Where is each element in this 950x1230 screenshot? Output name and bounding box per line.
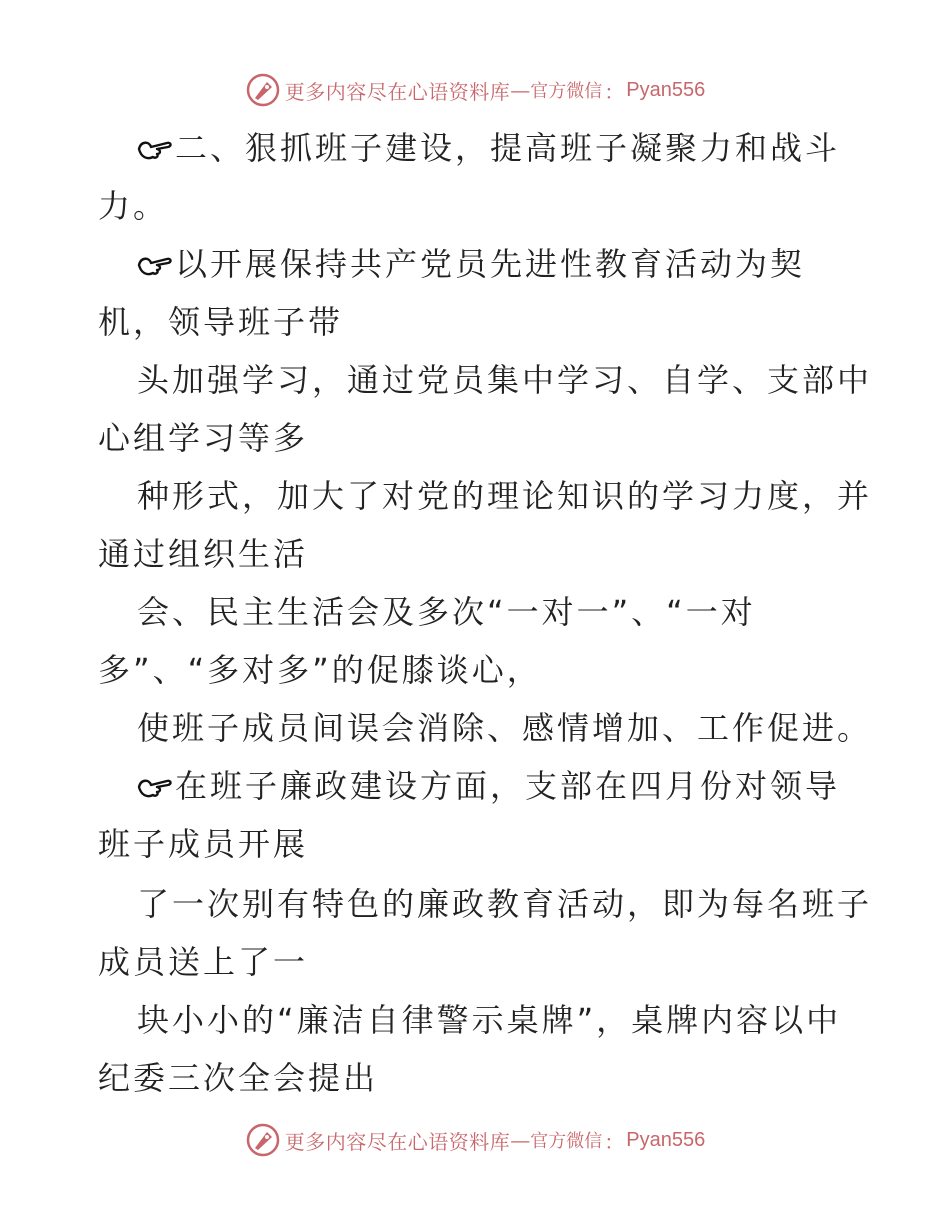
paragraph-line xyxy=(137,476,872,516)
line-text: 机，领导班子带 xyxy=(98,303,344,341)
banner-separator: ： xyxy=(604,79,625,104)
hand-pointing-bullet-icon xyxy=(137,135,175,161)
line-text: 在班子廉政建设方面，支部在四月份对领导 xyxy=(175,767,841,805)
line-text: 以开展保持共产党员先进性教育活动为契 xyxy=(175,245,806,283)
banner-dash: — xyxy=(510,1128,531,1152)
pen-nib-logo-icon xyxy=(245,72,281,108)
paragraph-line xyxy=(98,302,343,342)
paragraph-line xyxy=(137,360,872,400)
line-text: 纪委三次全会提出 xyxy=(98,1059,379,1097)
line-text: 班子成员开展 xyxy=(98,825,309,863)
pen-nib-logo-icon xyxy=(245,1122,281,1158)
paragraph-line xyxy=(98,824,308,864)
line-text: 通过组织生活 xyxy=(98,535,309,573)
paragraph-line xyxy=(137,884,872,924)
banner-separator: ： xyxy=(604,1129,625,1154)
banner-dash: — xyxy=(510,78,531,102)
paragraph-line xyxy=(137,766,840,806)
line-text: 块小小的“廉洁自律警示桌牌”，桌牌内容以中 xyxy=(137,1001,842,1039)
banner-account: Pyan556 xyxy=(626,78,706,101)
paragraph-line xyxy=(98,534,308,574)
banner-brand-text: 更多内容尽在心语资料库 xyxy=(284,1129,511,1154)
line-text: 二、狠抓班子建设，提高班子凝聚力和战斗 xyxy=(175,129,841,167)
line-text: 种形式，加大了对党的理论知识的学习力度，并 xyxy=(137,477,873,515)
paragraph-line xyxy=(137,128,840,168)
line-text: 会、民主生活会及多次“一对一”、“一对 xyxy=(137,593,756,631)
paragraph-line xyxy=(137,708,872,748)
banner-wechat-label: 官方微信 xyxy=(530,81,603,102)
footer-banner xyxy=(0,1120,950,1160)
banner-wechat-label: 官方微信 xyxy=(530,1131,603,1152)
line-text: 多”、“多对多”的促膝谈心， xyxy=(98,651,542,689)
paragraph-line xyxy=(137,1000,841,1040)
line-text: 使班子成员间误会消除、感情增加、工作促进。 xyxy=(137,709,873,747)
paragraph-line xyxy=(98,418,308,458)
paragraph-line xyxy=(98,1058,378,1098)
header-banner xyxy=(0,70,950,110)
line-text: 心组学习等多 xyxy=(98,419,309,457)
hand-pointing-bullet-icon xyxy=(137,251,175,277)
paragraph-line xyxy=(98,942,308,982)
paragraph-line xyxy=(98,650,542,690)
banner-account: Pyan556 xyxy=(626,1128,706,1151)
banner-brand-text: 更多内容尽在心语资料库 xyxy=(284,79,511,104)
line-text: 头加强学习，通过党员集中学习、自学、支部中 xyxy=(137,361,873,399)
line-text: 力。 xyxy=(98,187,169,225)
line-text: 了一次别有特色的廉政教育活动，即为每名班子 xyxy=(137,885,873,923)
line-text: 成员送上了一 xyxy=(98,943,309,981)
paragraph-line xyxy=(98,186,168,226)
paragraph-line xyxy=(137,244,805,284)
paragraph-line xyxy=(137,592,756,632)
hand-pointing-bullet-icon xyxy=(137,773,175,799)
